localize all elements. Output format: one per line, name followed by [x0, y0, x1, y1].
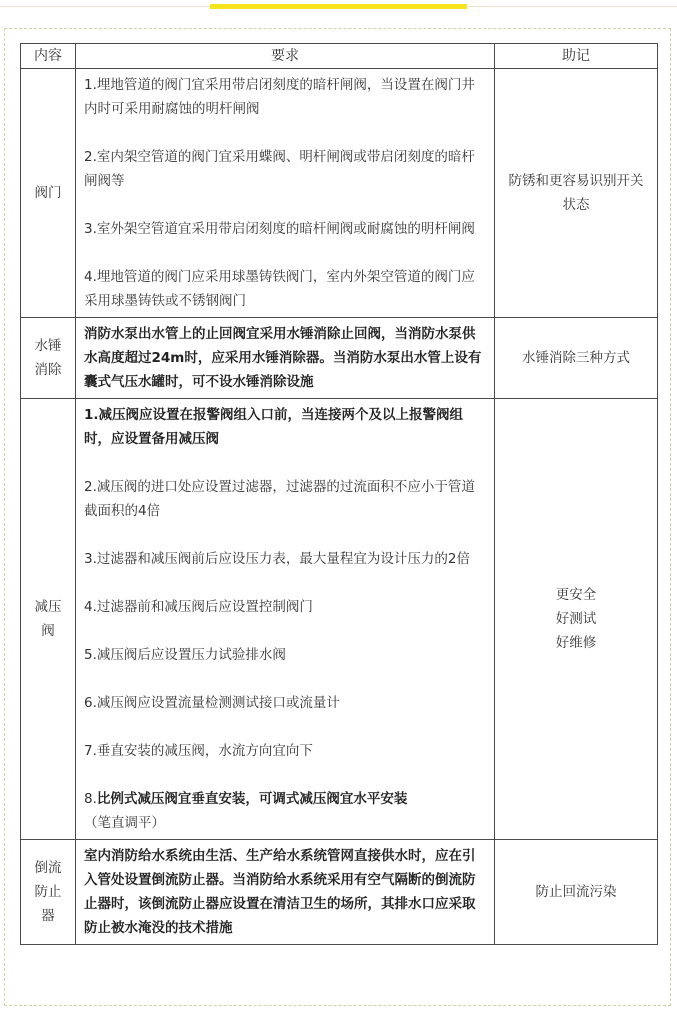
requirement-item: 消防水泵出水管上的止回阀宜采用水锤消除止回阀，当消防水泵供水高度超过24m时，应采用水锤消除器。当消防水泵出水管上设有囊式气压水罐时，可不设水锤消除设施 [84, 326, 482, 390]
requirements-pressure-reducing [76, 399, 495, 840]
requirement-item: 2.减压阀的进口处应设置过滤器，过滤器的过流面积不应小于管道截面积的4倍 [84, 479, 475, 519]
category-backflow [21, 840, 76, 945]
category-valve: 阀门 [21, 69, 76, 318]
header-content: 内容 [21, 44, 76, 69]
table-row-valve [21, 69, 658, 318]
category-water-hammer [21, 318, 76, 399]
top-accent-bar [210, 4, 467, 9]
req8-bold: 比例式减压阀宜垂直安装，可调式减压阀宜水平安装 [96, 791, 408, 807]
requirement-item: 1.埋地管道的阀门宜采用带启闭刻度的暗杆闸阀，当设置在阀门井内时可采用耐腐蚀的明杆闸阀 [84, 77, 475, 117]
requirement-item: 7.垂直安装的减压阀，水流方向宜向下 [84, 743, 313, 759]
memo-backflow [495, 840, 658, 945]
header-requirement: 要求 [76, 44, 495, 69]
memo-text: 好维修 [555, 635, 597, 651]
requirement-item: 4.埋地管道的阀门应采用球墨铸铁阀门，室内外架空管道的阀门应采用球墨铸铁或不锈钢阀门 [84, 269, 475, 309]
requirement-item: 室内消防给水系统由生活、生产给水系统管网直接供水时，应在引入管处设置倒流防止器。当消防给水系统采用有空气隔断的倒流防止器时，该倒流防止器应设置在清洁卫生的场所，其排水口应采取防止被水淹没的技术措施 [84, 848, 476, 936]
requirement-item-8 [84, 787, 486, 835]
table-row-backflow [21, 840, 658, 945]
category-pressure-reducing [21, 399, 76, 840]
requirement-item: 5.减压阀后应设置压力试验排水阀 [84, 647, 286, 663]
requirement-item: 3.室外架空管道宜采用带启闭刻度的暗杆闸阀或耐腐蚀的明杆闸阀 [84, 221, 475, 237]
category-text: 减压阀 [34, 599, 62, 639]
requirement-item: 1.减压阀应设置在报警阀组入口前，当连接两个及以上报警阀组时，应设置备用减压阀 [84, 407, 464, 447]
requirement-item: 3.过滤器和减压阀前后应设压力表，最大量程宜为设计压力的2倍 [84, 551, 470, 567]
memo-text: 防止回流污染 [535, 884, 617, 900]
requirement-item: 4.过滤器前和减压阀后应设置控制阀门 [84, 599, 313, 615]
memo-text: 更安全 [555, 587, 597, 603]
table-row-water-hammer [21, 318, 658, 399]
memo-pressure-reducing [495, 399, 658, 840]
table-row-pressure-reducing [21, 399, 658, 840]
category-text: 水锤消除 [34, 338, 62, 378]
requirements-valve [76, 69, 495, 318]
header-memo: 助记 [495, 44, 658, 69]
req8-tail: （笔直调平） [84, 815, 165, 831]
requirements-water-hammer [76, 318, 495, 399]
memo-text: 防锈和更容易识别开关状态 [508, 173, 644, 213]
req8-number: 8. [84, 791, 97, 807]
memo-text: 水锤消除三种方式 [522, 350, 630, 366]
requirements-backflow [76, 840, 495, 945]
requirement-item: 6.减压阀应设置流量检测测试接口或流量计 [84, 695, 340, 711]
memo-water-hammer [495, 318, 658, 399]
memo-text: 好测试 [555, 611, 597, 627]
memo-valve [495, 69, 658, 318]
requirements-table [20, 43, 658, 945]
table-header-row [21, 44, 658, 69]
category-text: 倒流防止器 [34, 860, 62, 924]
requirement-item: 2.室内架空管道的阀门宜采用蝶阀、明杆闸阀或带启闭刻度的暗杆闸阀等 [84, 149, 475, 189]
